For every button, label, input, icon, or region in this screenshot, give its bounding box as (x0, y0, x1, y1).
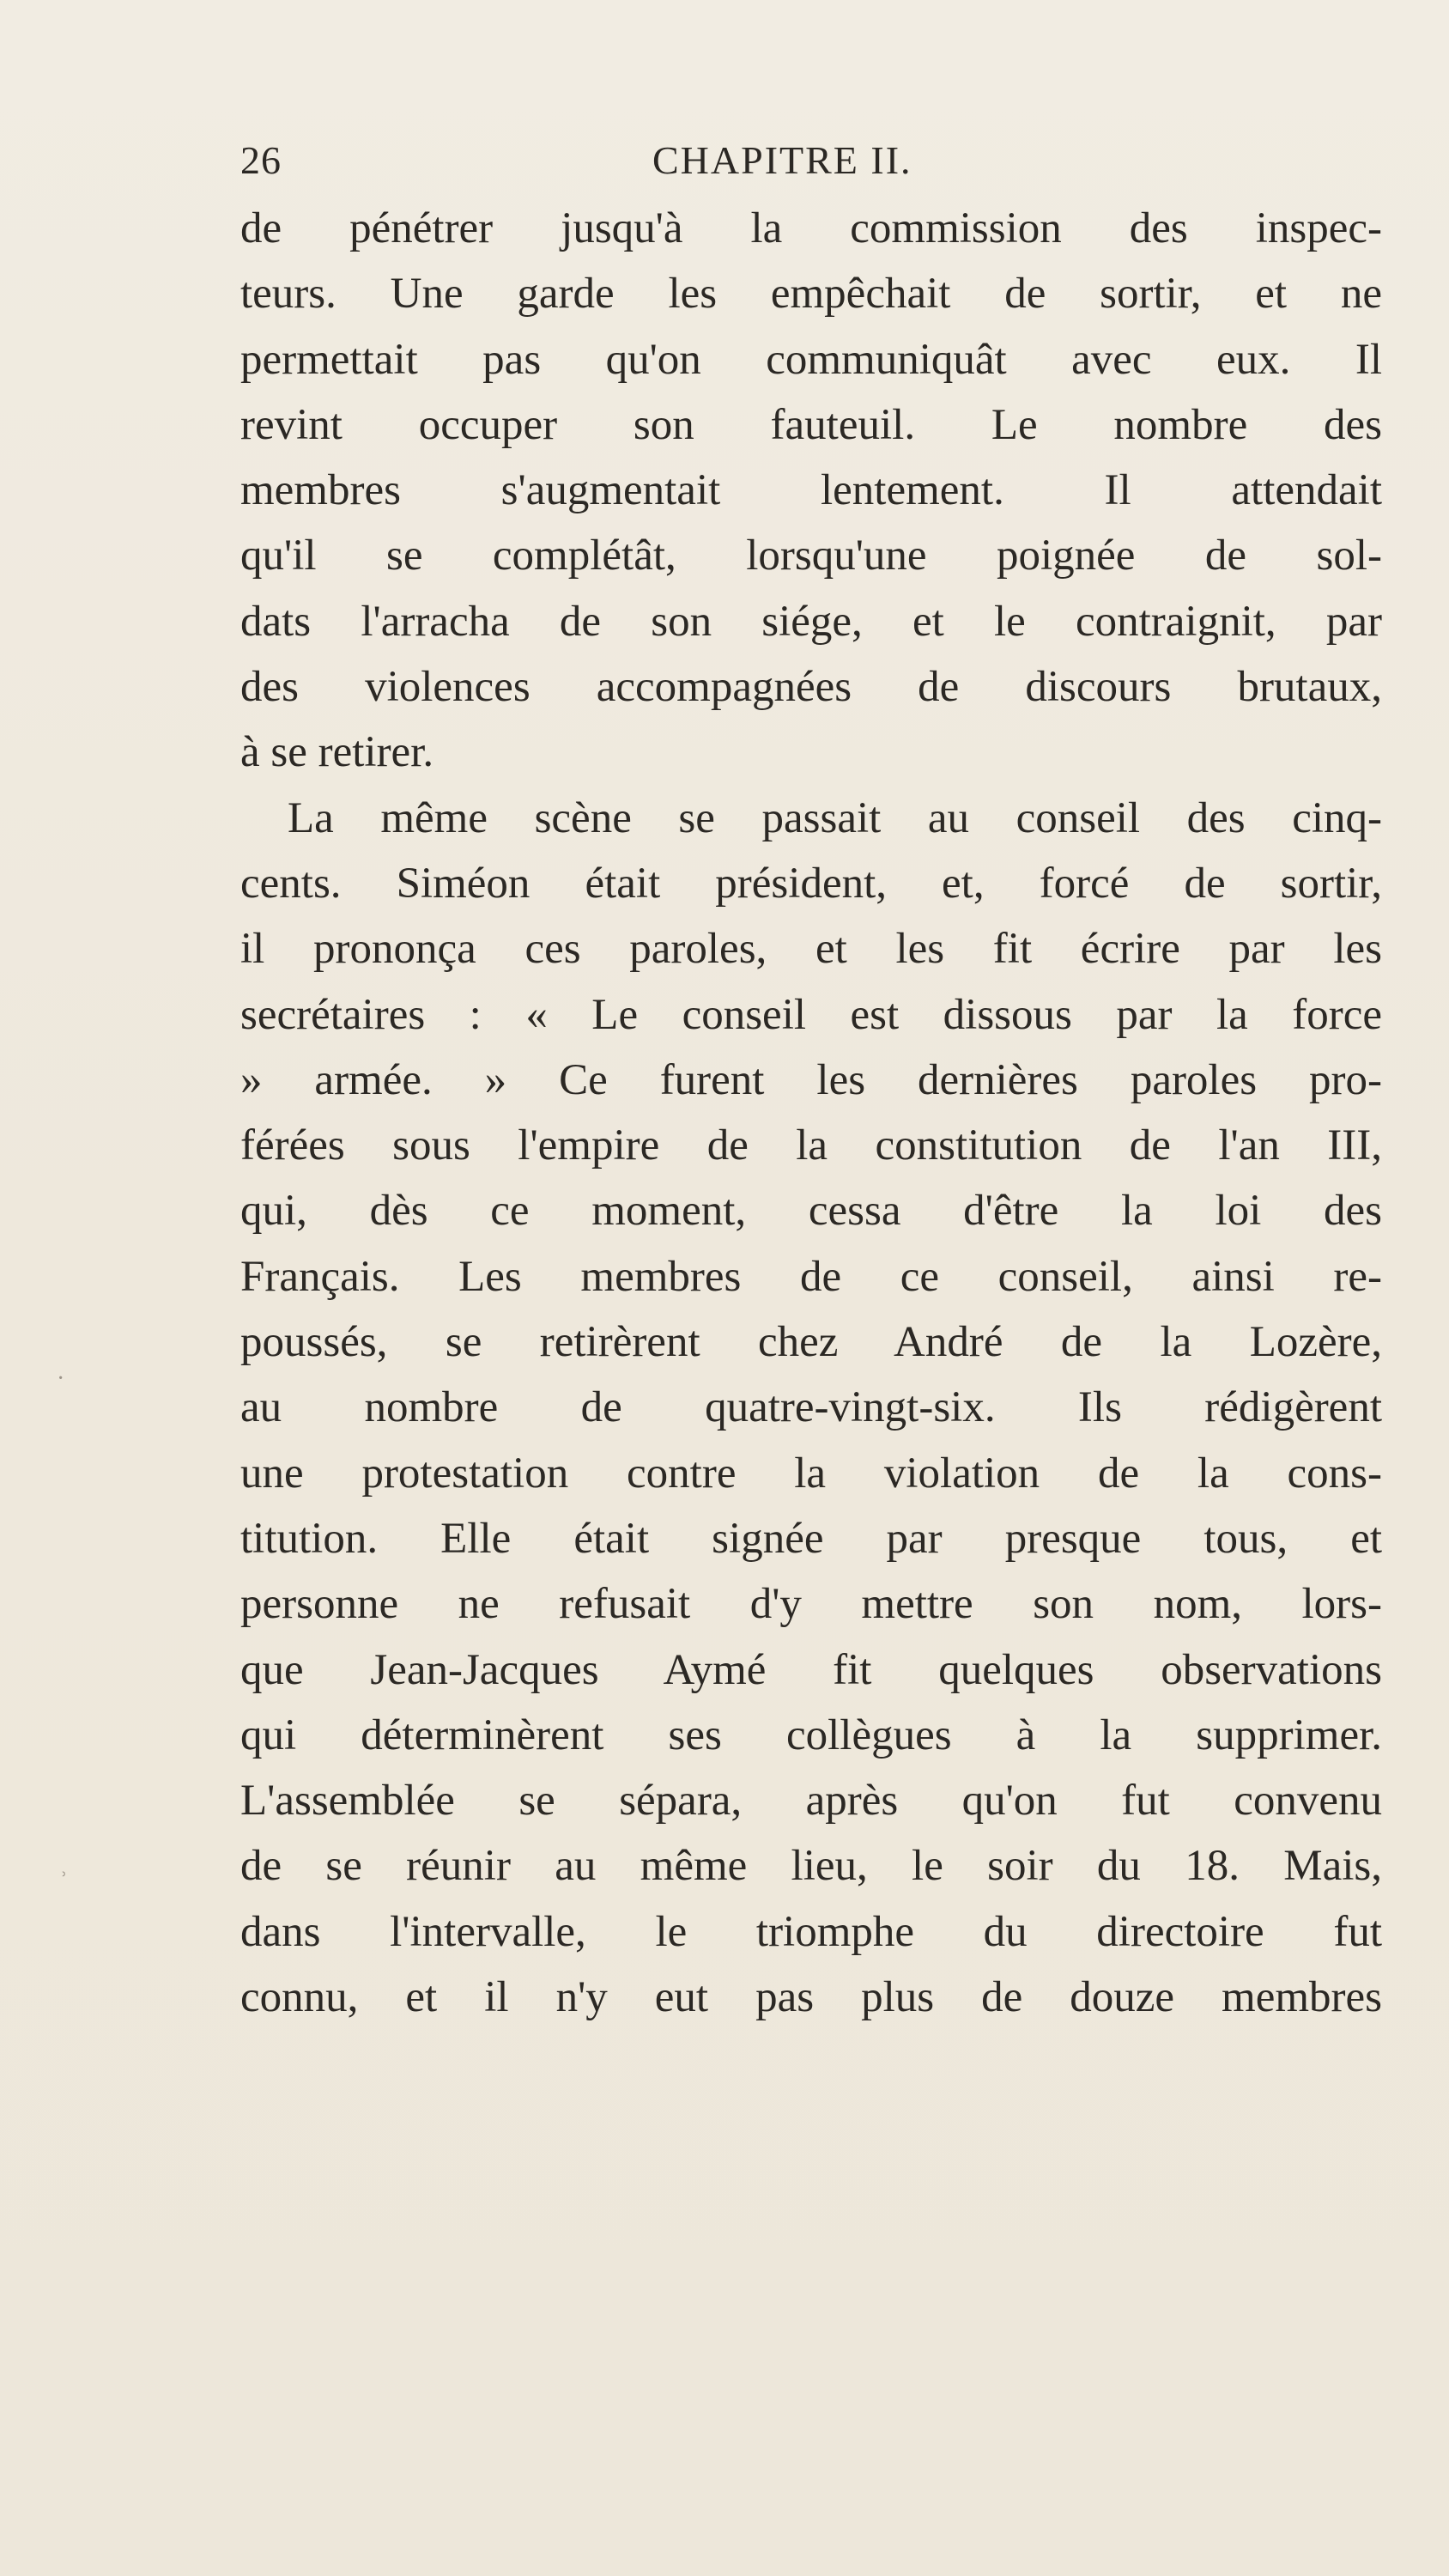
text-line: qu'il se complétât, lorsqu'une poignée de sol- (240, 532, 1382, 580)
text-line: secrétaires : « Le conseil est dissous par la force (240, 990, 1382, 1039)
text-line: titution. Elle était signée par presque tous, et (240, 1514, 1382, 1563)
paper-speck-icon: ⸒ (60, 1850, 68, 1877)
body-text (240, 196, 1382, 2030)
page-header (240, 137, 1382, 189)
text-line: La même scène se passait au conseil des cinq- (288, 793, 1382, 842)
text-line: une protestation contre la violation de la cons- (240, 1449, 1382, 1498)
text-line: à se retirer. (240, 728, 434, 777)
running-head: CHAPITRE II. (652, 138, 912, 182)
page-number: 26 (240, 138, 282, 182)
text-line: connu, et il n'y eut pas plus de douze membres (240, 1973, 1382, 2022)
text-line: il prononça ces paroles, et les fit écrire par les (240, 925, 1382, 974)
text-line: membres s'augmentait lentement. Il attendait (240, 466, 1382, 515)
text-line: teurs. Une garde les empêchait de sortir, et ne (240, 270, 1382, 319)
text-line: de se réunir au même lieu, le soir du 18. Mais, (240, 1842, 1382, 1891)
text-line: au nombre de quatre-vingt-six. Ils rédigèrent (240, 1383, 1382, 1432)
text-line: revint occuper son fauteuil. Le nombre des (240, 400, 1382, 449)
text-line: personne ne refusait d'y mettre son nom, lors- (240, 1580, 1382, 1629)
text-line: poussés, se retirèrent chez André de la Lozère, (240, 1318, 1382, 1367)
text-line: permettait pas qu'on communiquât avec eux. Il (240, 335, 1382, 384)
text-line: qui, dès ce moment, cessa d'être la loi des (240, 1187, 1382, 1236)
text-line: de pénétrer jusqu'à la commission des inspec- (240, 204, 1382, 252)
text-line: férées sous l'empire de la constitution de l'an III, (240, 1121, 1382, 1170)
text-line: qui déterminèrent ses collègues à la supprimer. (240, 1710, 1382, 1759)
text-line: dats l'arracha de son siége, et le contraignit, par (240, 597, 1382, 646)
text-line: cents. Siméon était président, et, forcé de sortir, (240, 859, 1382, 908)
text-line: » armée. » Ce furent les dernières paroles pro- (240, 1055, 1382, 1104)
text-line: L'assemblée se sépara, après qu'on fut convenu (240, 1777, 1382, 1826)
text-line: dans l'intervalle, le triomphe du directoire fut (240, 1907, 1382, 1956)
text-line: que Jean-Jacques Aymé fit quelques observations (240, 1645, 1382, 1694)
paper-speck-icon: · (57, 1365, 65, 1392)
text-line: Français. Les membres de ce conseil, ainsi re- (240, 1252, 1382, 1301)
text-line: des violences accompagnées de discours brutaux, (240, 663, 1382, 712)
